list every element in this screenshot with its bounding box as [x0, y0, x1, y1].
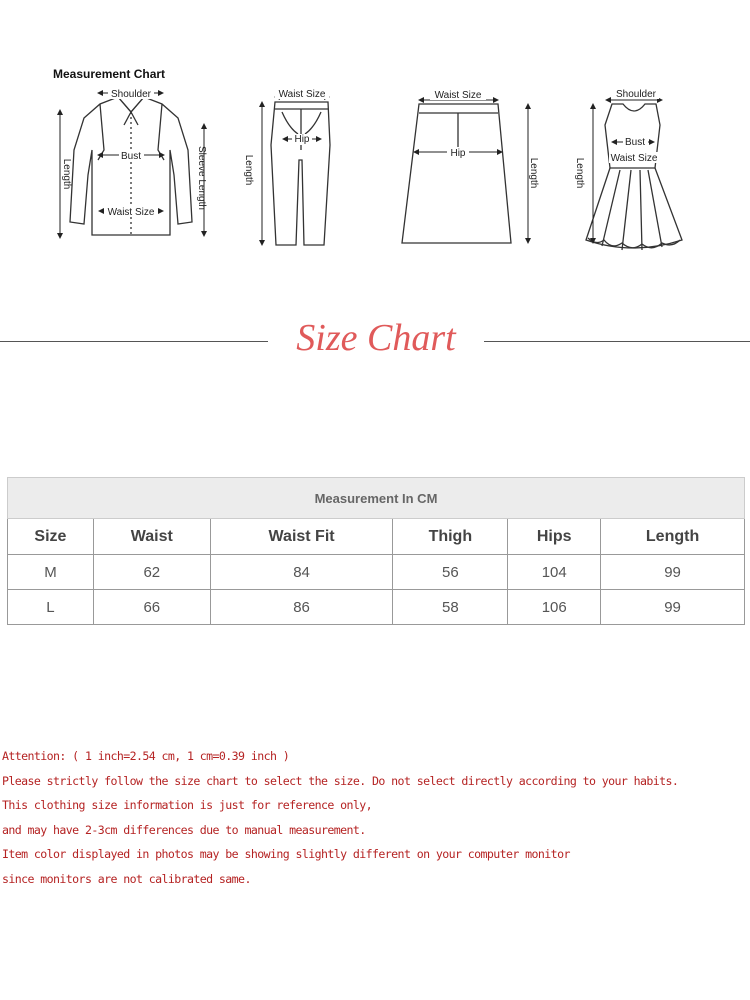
header-thigh: Thigh — [393, 519, 508, 555]
cell-waist: 62 — [93, 555, 210, 590]
header-hips: Hips — [508, 519, 601, 555]
header-length: Length — [601, 519, 745, 555]
cell-hips: 106 — [508, 590, 601, 625]
measurement-diagrams — [0, 0, 750, 270]
table-header-row — [8, 519, 745, 555]
cell-thigh: 56 — [393, 555, 508, 590]
dress-waist-label: Waist Size — [610, 153, 658, 164]
shirt-length-label: Length — [61, 158, 72, 190]
skirt-diagram — [402, 104, 511, 243]
size-chart-title: Size Chart — [296, 317, 456, 359]
note-line: Attention: ( 1 inch=2.54 cm, 1 cm=0.39 inch ) — [2, 749, 290, 763]
pants-length-label: Length — [243, 154, 254, 186]
cell-waist-fit: 86 — [210, 590, 393, 625]
divider-right — [484, 341, 750, 342]
cell-length: 99 — [601, 555, 745, 590]
size-chart-header — [0, 312, 750, 362]
dress-length-label: Length — [574, 157, 585, 189]
table-row — [8, 555, 745, 590]
cell-size: M — [8, 555, 94, 590]
cell-thigh: 58 — [393, 590, 508, 625]
header-waist-fit: Waist Fit — [210, 519, 393, 555]
skirt-hip-label: Hip — [450, 148, 466, 159]
note-line: This clothing size information is just for reference only, — [2, 798, 373, 813]
dress-shoulder-label: Shoulder — [615, 89, 657, 100]
shirt-sleeve-label: Sleeve Length — [196, 146, 207, 210]
skirt-length-label: Length — [528, 157, 539, 189]
skirt-waist-label: Waist Size — [434, 90, 482, 101]
shirt-bust-label: Bust — [120, 151, 142, 162]
measurement-chart-title: Measurement Chart — [53, 67, 166, 81]
pants-hip-label: Hip — [294, 134, 310, 145]
dress-diagram — [586, 104, 682, 250]
size-table — [7, 477, 745, 625]
cell-hips: 104 — [508, 555, 601, 590]
shirt-waist-label: Waist Size — [107, 207, 155, 218]
dress-bust-label: Bust — [624, 137, 646, 148]
cell-waist-fit: 84 — [210, 555, 393, 590]
cell-length: 99 — [601, 590, 745, 625]
shirt-shoulder-label: Shoulder — [110, 89, 152, 100]
table-caption: Measurement In CM — [8, 478, 745, 519]
note-line: Please strictly follow the size chart to select the size. Do not select directly according to your habits. — [2, 773, 679, 788]
cell-size: L — [8, 590, 94, 625]
pants-waist-label: Waist Size — [278, 89, 326, 100]
notes-block — [2, 744, 750, 892]
table-row — [8, 590, 745, 625]
note-line: Item color displayed in photos may be showing slightly different on your computer monitor — [2, 847, 570, 862]
cell-waist: 66 — [93, 590, 210, 625]
header-waist: Waist — [93, 519, 210, 555]
note-line: since monitors are not calibrated same. — [2, 871, 251, 886]
header-size: Size — [8, 519, 94, 555]
note-line: and may have 2-3cm differences due to manual measurement. — [2, 822, 366, 837]
pants-diagram — [271, 102, 330, 245]
divider-left — [0, 341, 268, 342]
